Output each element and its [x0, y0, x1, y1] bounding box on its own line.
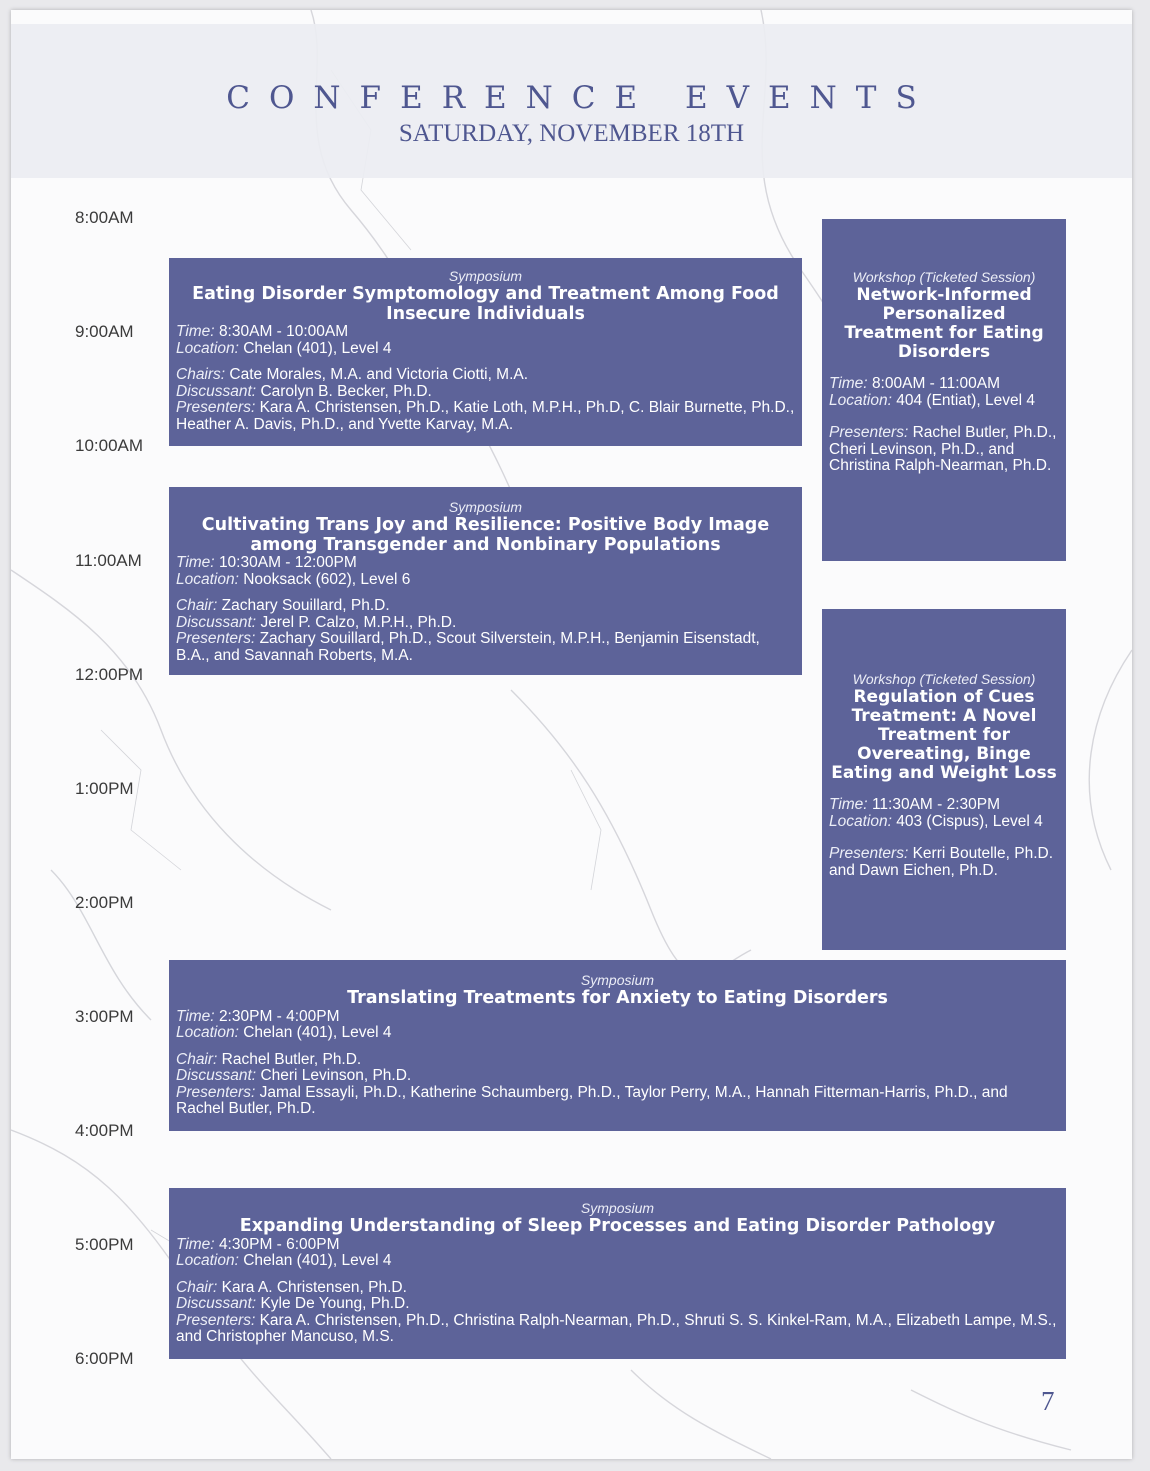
- location-field-label: Location:: [829, 391, 892, 409]
- event-location: Chelan (401), Level 4: [243, 1252, 392, 1269]
- event-presenters: Kara A. Christensen, Ph.D., Katie Loth, M.P.H., Ph.D, C. Blair Burnette, Ph.D., Heather A. Davis, Ph.D., and Yvette Karvay, M.A.: [176, 399, 795, 433]
- event-card-regulation-of-cues[interactable]: [822, 609, 1066, 950]
- presenters-field-label: Presenters:: [176, 630, 256, 647]
- presenters-field-label: Presenters:: [829, 424, 909, 441]
- presenters-field-label: Presenters:: [176, 399, 256, 416]
- event-time: 8:30AM - 10:00AM: [218, 323, 349, 340]
- event-time: 8:00AM - 11:00AM: [871, 375, 1001, 392]
- page: [11, 10, 1132, 1459]
- event-presenters: Kara A. Christensen, Ph.D., Christina Ralph-Nearman, Ph.D., Shruti S. S. Kinkel-Ram, M.A., Elizabeth Lampe, M.S., and Christopher Mancuso, M.S.: [176, 1311, 1057, 1345]
- event-card-sleep-processes[interactable]: [169, 1188, 1066, 1359]
- page-title: CONFERENCE EVENTS: [226, 80, 936, 116]
- event-card-anxiety-treatments[interactable]: [169, 960, 1066, 1131]
- time-label: 5:00PM: [75, 1235, 134, 1254]
- event-presenters: Kerri Boutelle, Ph.D. and Dawn Eichen, Ph.D.: [829, 845, 1054, 879]
- location-field-label: Location:: [176, 570, 239, 588]
- event-location: Chelan (401), Level 4: [243, 339, 392, 357]
- time-label: 3:00PM: [75, 1007, 134, 1026]
- event-kind: Workshop (Ticketed Session): [852, 671, 1036, 687]
- event-chair: Kara A. Christensen, Ph.D.: [221, 1278, 407, 1296]
- event-kind: Symposium: [580, 972, 655, 988]
- time-field-label: Time:: [829, 375, 868, 392]
- page-number: 7: [1041, 1386, 1055, 1416]
- event-presenters: Zachary Souillard, Ph.D., Scout Silverstein, M.P.H., Benjamin Eisenstadt, B.A., and Savannah Roberts, M.A.: [176, 630, 760, 664]
- presenters-field-label: Presenters:: [176, 1083, 256, 1101]
- event-time: 11:30AM - 2:30PM: [871, 796, 1001, 813]
- event-discussant: Cheri Levinson, Ph.D.: [260, 1067, 412, 1084]
- event-card-network-informed[interactable]: [822, 219, 1066, 561]
- time-label: 2:00PM: [75, 893, 134, 912]
- discussant-field-label: Discussant:: [176, 382, 257, 400]
- chair-field-label: Chair:: [176, 1278, 218, 1296]
- event-title: Network-Informed Personalized Treatment for Eating Disorders: [844, 285, 1044, 362]
- location-field-label: Location:: [176, 1024, 239, 1041]
- location-field-label: Location:: [829, 812, 892, 830]
- event-time: 4:30PM - 6:00PM: [218, 1235, 340, 1253]
- discussant-field-label: Discussant:: [176, 1067, 257, 1084]
- location-field-label: Location:: [176, 339, 239, 357]
- event-chair: Zachary Souillard, Ph.D.: [221, 597, 390, 614]
- event-kind: Symposium: [448, 499, 523, 515]
- event-title: Translating Treatments for Anxiety to Eating Disorders: [347, 988, 888, 1008]
- event-presenters: Jamal Essayli, Ph.D., Katherine Schaumberg, Ph.D., Taylor Perry, M.A., Hannah Fitterman-Harris, Ph.D., and Rachel Butler, Ph.D.: [176, 1083, 1008, 1117]
- presenters-field-label: Presenters:: [176, 1311, 256, 1329]
- time-label: 12:00PM: [75, 665, 144, 684]
- time-label: 6:00PM: [75, 1349, 134, 1368]
- discussant-field-label: Discussant:: [176, 1295, 257, 1312]
- event-chairs: Cate Morales, M.A. and Victoria Ciotti, M.A.: [229, 366, 529, 383]
- discussant-field-label: Discussant:: [176, 613, 257, 631]
- event-location: Chelan (401), Level 4: [243, 1024, 392, 1041]
- event-location: 403 (Cispus), Level 4: [896, 812, 1043, 830]
- event-kind: Symposium: [580, 1200, 655, 1216]
- event-card-food-insecurity[interactable]: [169, 258, 802, 446]
- event-location: 404 (Entiat), Level 4: [896, 391, 1035, 409]
- time-field-label: Time:: [176, 554, 215, 571]
- time-field-label: Time:: [176, 323, 215, 340]
- time-field-label: Time:: [176, 1235, 215, 1253]
- event-time: 2:30PM - 4:00PM: [218, 1007, 340, 1025]
- time-label: 10:00AM: [75, 436, 144, 455]
- event-discussant: Kyle De Young, Ph.D.: [260, 1295, 410, 1312]
- time-label: 1:00PM: [75, 779, 134, 798]
- header-band: [11, 24, 1132, 178]
- event-title: Cultivating Trans Joy and Resilience: Positive Body Image among Transgender and Nonbinary Populations: [201, 515, 770, 555]
- time-label: 9:00AM: [75, 322, 134, 341]
- event-card-trans-joy[interactable]: [169, 487, 802, 675]
- chair-field-label: Chair:: [176, 597, 218, 614]
- event-title: Eating Disorder Symptomology and Treatment Among Food Insecure Individuals: [192, 284, 779, 324]
- presenters-field-label: Presenters:: [829, 845, 909, 862]
- time-field-label: Time:: [829, 796, 868, 813]
- time-field-label: Time:: [176, 1007, 215, 1025]
- time-label: 4:00PM: [75, 1121, 134, 1140]
- event-title: Regulation of Cues Treatment: A Novel Treatment for Overeating, Binge Eating and Weight Loss: [831, 687, 1057, 783]
- chairs-field-label: Chairs:: [176, 366, 226, 383]
- event-discussant: Jerel P. Calzo, M.P.H., Ph.D.: [260, 613, 457, 631]
- event-presenters: Rachel Butler, Ph.D., Cheri Levinson, Ph.D., and Christina Ralph-Nearman, Ph.D.: [829, 424, 1057, 474]
- event-location: Nooksack (602), Level 6: [243, 570, 411, 588]
- time-label: 8:00AM: [75, 208, 134, 227]
- event-title: Expanding Understanding of Sleep Processes and Eating Disorder Pathology: [239, 1216, 996, 1236]
- time-label: 11:00AM: [75, 551, 142, 570]
- location-field-label: Location:: [176, 1252, 239, 1269]
- event-chair: Rachel Butler, Ph.D.: [221, 1050, 362, 1068]
- chair-field-label: Chair:: [176, 1050, 218, 1068]
- event-kind: Workshop (Ticketed Session): [852, 269, 1036, 285]
- event-kind: Symposium: [448, 268, 523, 284]
- page-subtitle: SATURDAY, NOVEMBER 18TH: [398, 120, 745, 147]
- event-time: 10:30AM - 12:00PM: [218, 554, 357, 571]
- event-discussant: Carolyn B. Becker, Ph.D.: [260, 382, 432, 400]
